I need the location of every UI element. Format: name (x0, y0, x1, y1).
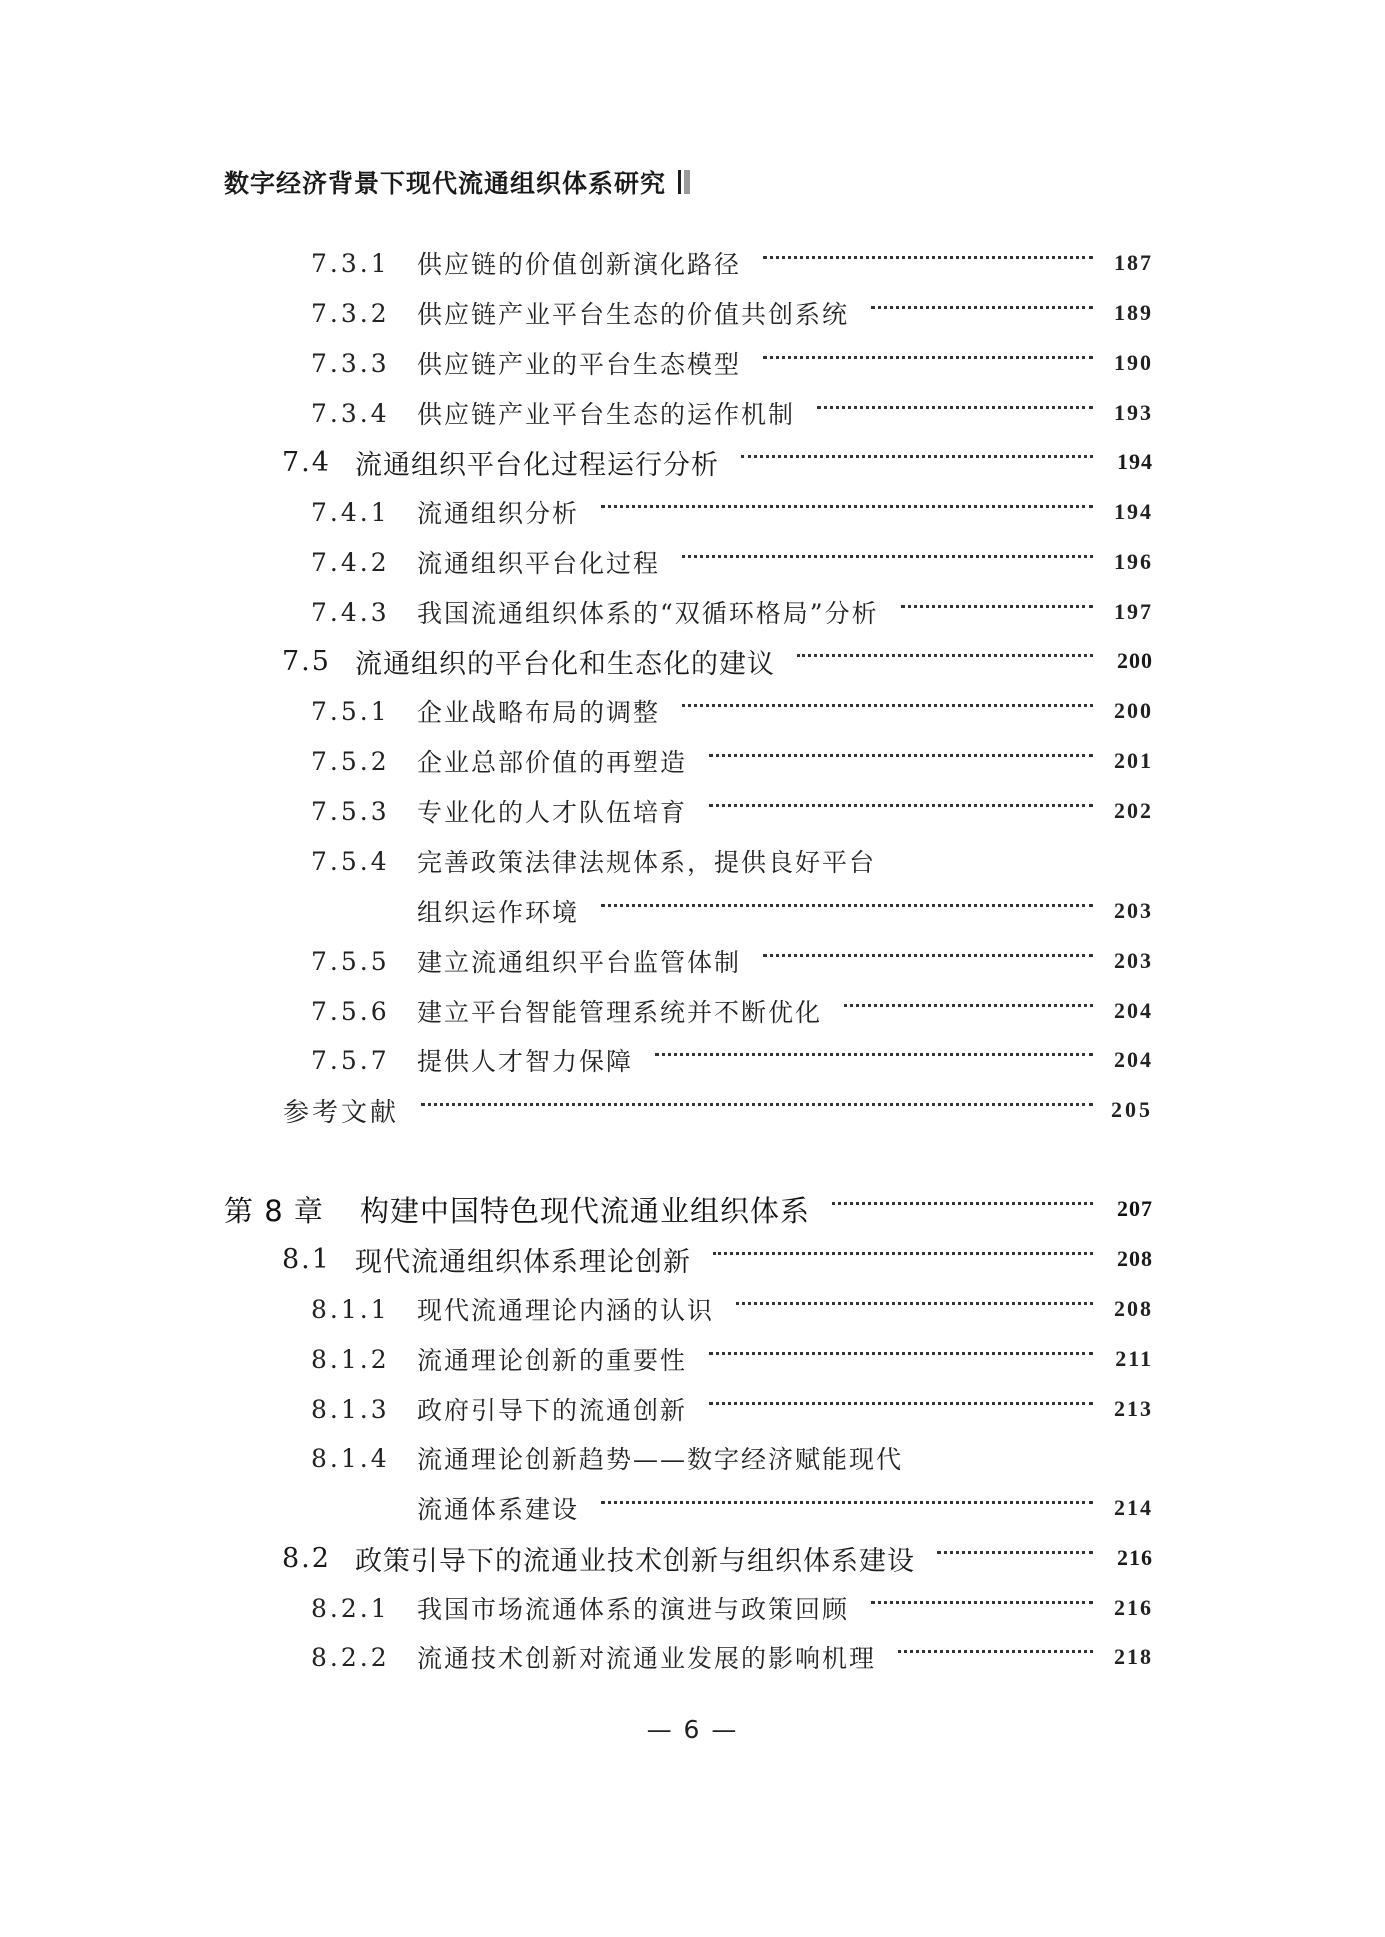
page-number: 218 (1114, 1644, 1153, 1669)
section-number: 7.3.3 (311, 348, 390, 378)
leader-dots (713, 1252, 1093, 1255)
page-number: 203 (1114, 898, 1153, 923)
page-number: 216 (1117, 1545, 1153, 1570)
leader-dots (682, 555, 1093, 558)
section-title: 流通组织的平台化和生态化的建议 (355, 648, 775, 680)
header-rule-icon (678, 170, 690, 194)
leader-dots (709, 754, 1093, 757)
leader-dots (937, 1551, 1093, 1554)
chapter-number: 第 8 章 (224, 1193, 324, 1228)
page-number: 216 (1114, 1595, 1153, 1620)
toc-entry[interactable] (0, 492, 1385, 532)
section-title: 供应链的价值创新演化路径 (417, 250, 742, 279)
toc-entry[interactable] (0, 1538, 1385, 1578)
page-number: 204 (1114, 1047, 1153, 1072)
section-number: 7.5.2 (311, 746, 390, 776)
section-title: 提供人才智力保障 (417, 1047, 634, 1076)
toc-entry[interactable] (0, 592, 1385, 632)
section-number: 8.2.2 (311, 1642, 390, 1672)
toc-entry[interactable] (0, 641, 1385, 681)
section-title: 完善政策法律法规体系，提供良好平台 (417, 848, 877, 877)
section-title: 企业战略布局的调整 (417, 698, 661, 727)
page-number: 214 (1114, 1495, 1153, 1520)
toc-entry[interactable] (0, 1438, 1385, 1478)
running-header (224, 164, 690, 200)
section-number: 8.1.3 (311, 1394, 390, 1424)
page-number: 205 (1111, 1097, 1153, 1122)
toc-entry[interactable] (0, 1389, 1385, 1429)
section-title: 流通理论创新趋势——数字经济赋能现代 (417, 1445, 904, 1474)
page-number: 190 (1114, 350, 1153, 375)
leader-dots (601, 1501, 1093, 1504)
section-title: 参考文献 (283, 1097, 400, 1128)
section-title: 政策引导下的流通业技术创新与组织体系建设 (355, 1545, 915, 1577)
leader-dots (763, 954, 1093, 957)
page-number: 207 (1117, 1196, 1153, 1221)
section-title: 供应链产业的平台生态模型 (417, 350, 742, 379)
section-title: 建立平台智能管理系统并不断优化 (417, 998, 823, 1027)
page-number: 193 (1114, 400, 1153, 425)
toc-entry[interactable] (0, 991, 1385, 1031)
section-number: 8.2.1 (311, 1593, 390, 1623)
section-title: 流通体系建设 (417, 1495, 580, 1524)
leader-dots (871, 306, 1093, 309)
leader-dots (736, 1302, 1093, 1305)
page-number: 208 (1114, 1296, 1153, 1321)
leader-dots (601, 505, 1093, 508)
section-number: 8.1.4 (311, 1443, 390, 1473)
page-number: 194 (1114, 499, 1153, 524)
toc-entry[interactable] (0, 1339, 1385, 1379)
section-title: 流通组织平台化过程 (417, 549, 661, 578)
section-title: 建立流通组织平台监管体制 (417, 948, 742, 977)
section-number: 7.5.4 (311, 846, 390, 876)
toc-entry[interactable] (0, 293, 1385, 333)
section-title: 供应链产业平台生态的运作机制 (417, 400, 796, 429)
page-number: 187 (1114, 250, 1153, 275)
page-number: 211 (1115, 1346, 1153, 1371)
page-footer-number: — 6 — (646, 1715, 739, 1744)
toc-entry[interactable] (0, 542, 1385, 582)
section-number: 7.4 (282, 446, 331, 478)
toc-entry[interactable] (0, 841, 1385, 881)
toc-entry[interactable] (0, 741, 1385, 781)
leader-dots (421, 1103, 1093, 1106)
section-number: 7.3.4 (311, 398, 390, 428)
toc-entry[interactable] (0, 1588, 1385, 1628)
toc-entry[interactable] (0, 393, 1385, 433)
section-number: 8.1.2 (311, 1344, 390, 1374)
toc-entry[interactable] (0, 691, 1385, 731)
page-number: 197 (1114, 599, 1153, 624)
toc-entry[interactable] (0, 1239, 1385, 1279)
section-title: 流通理论创新的重要性 (417, 1346, 688, 1375)
toc-entry-continuation[interactable] (0, 891, 1385, 931)
leader-dots (844, 1004, 1093, 1007)
toc-entry[interactable] (0, 343, 1385, 383)
toc-entry[interactable] (0, 243, 1385, 283)
section-title: 我国市场流通体系的演进与政策回顾 (417, 1595, 850, 1624)
leader-dots (763, 356, 1093, 359)
section-title: 供应链产业平台生态的价值共创系统 (417, 300, 850, 329)
page-number: 189 (1114, 300, 1153, 325)
section-number: 7.5.3 (311, 796, 390, 826)
section-number: 7.4.2 (311, 547, 390, 577)
leader-dots (797, 654, 1093, 657)
section-title: 现代流通理论内涵的认识 (417, 1296, 715, 1325)
section-title: 组织运作环境 (417, 898, 580, 927)
page-number: 204 (1114, 998, 1153, 1023)
toc-entry[interactable] (0, 442, 1385, 482)
page-number: 202 (1114, 798, 1153, 823)
page-number: 200 (1117, 648, 1153, 673)
leader-dots (655, 1053, 1093, 1056)
section-number: 7.4.3 (311, 597, 390, 627)
section-title: 流通组织平台化过程运行分析 (355, 449, 719, 481)
leader-dots (832, 1202, 1093, 1205)
toc-entry[interactable] (0, 791, 1385, 831)
leader-dots (898, 1650, 1093, 1653)
toc-chapter[interactable] (0, 1189, 1385, 1229)
section-number: 7.4.1 (311, 497, 390, 527)
section-title: 企业总部价值的再塑造 (417, 748, 688, 777)
section-number: 8.2 (282, 1542, 331, 1574)
leader-dots (741, 455, 1093, 458)
page-number: 201 (1114, 748, 1153, 773)
section-number: 8.1 (282, 1243, 331, 1275)
section-number: 7.3.2 (311, 298, 390, 328)
section-number: 7.5.7 (311, 1045, 390, 1075)
section-title: 流通技术创新对流通业发展的影响机理 (417, 1644, 877, 1673)
toc-entry[interactable] (0, 941, 1385, 981)
leader-dots (817, 406, 1093, 409)
leader-dots (709, 1402, 1093, 1405)
chapter-title: 构建中国特色现代流通业组织体系 (360, 1193, 811, 1228)
book-title: 数字经济背景下现代流通组织体系研究 (224, 169, 667, 198)
page-number: 203 (1114, 948, 1153, 973)
page-number: 200 (1114, 698, 1153, 723)
page-number: 213 (1114, 1396, 1153, 1421)
page-number: 208 (1117, 1246, 1153, 1271)
page-number: 196 (1114, 549, 1153, 574)
section-number: 8.1.1 (311, 1294, 390, 1324)
section-title: 专业化的人才队伍培育 (417, 798, 688, 827)
leader-dots (901, 605, 1093, 608)
toc-entry[interactable] (0, 1289, 1385, 1329)
section-number: 7.5.6 (311, 996, 390, 1026)
toc-entry-continuation[interactable] (0, 1488, 1385, 1528)
toc-entry[interactable] (0, 1637, 1385, 1677)
leader-dots (682, 704, 1093, 707)
section-title: 流通组织分析 (417, 499, 580, 528)
toc-entry[interactable] (0, 1040, 1385, 1080)
leader-dots (601, 904, 1093, 907)
leader-dots (709, 804, 1093, 807)
section-number: 7.3.1 (311, 248, 390, 278)
leader-dots (709, 1352, 1093, 1355)
section-title: 政府引导下的流通创新 (417, 1396, 688, 1425)
section-number: 7.5.1 (311, 696, 390, 726)
section-number: 7.5.5 (311, 946, 390, 976)
section-title: 我国流通组织体系的“双循环格局”分析 (417, 599, 879, 628)
page-number: 194 (1117, 449, 1153, 474)
toc-entry-references[interactable] (0, 1090, 1385, 1130)
section-title: 现代流通组织体系理论创新 (355, 1246, 691, 1278)
section-number: 7.5 (282, 645, 331, 677)
leader-dots (763, 256, 1093, 259)
leader-dots (871, 1601, 1093, 1604)
